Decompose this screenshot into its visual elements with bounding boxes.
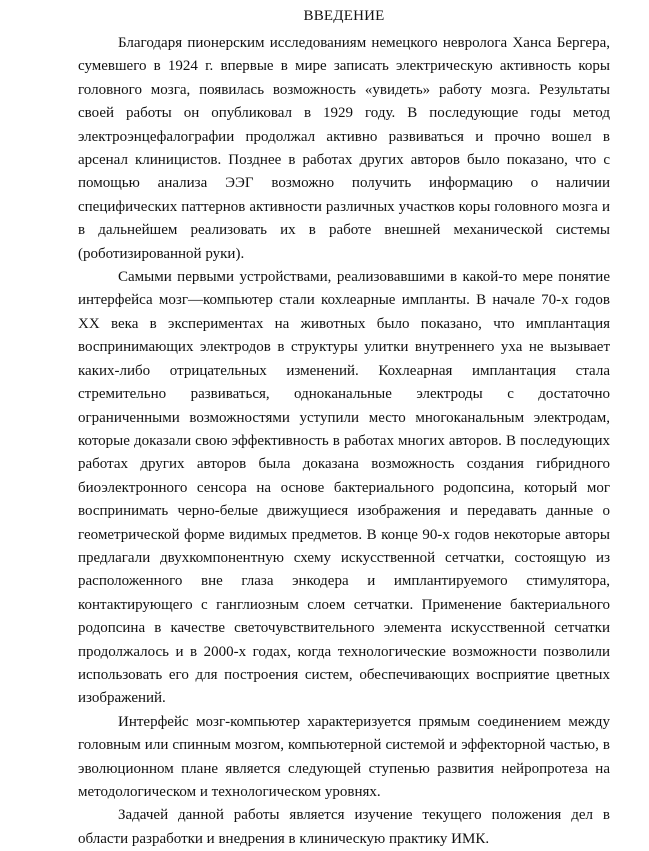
paragraph-2: Самыми первыми устройствами, реализовавшими в какой-то мере понятие интерфейса мозг—компьютер стали кохлеарные импланты. В начале 70-х годов XX века в экспериментах на животных было показано, что имплантация воспринимающих электродов в структуры улитки внутреннего уха не вызывает каких-либо отрицательных изменений. Кохлеарная имплантация стала стремительно развиваться, одноканальные электроды с достаточно ограниченными возможностями уступили место многоканальным электродам, которые доказали свою эффективность в работах многих авторов. В последующих работах других авторов была доказана возможность создания гибридного биоэлектронного сенсора на основе бактериального родопсина, который мог воспринимать черно-белые движущиеся изображения и передавать данные о геометрической форме видимых предметов. В конце 90-х годов некоторые авторы предлагали двухкомпонентную схему искусственной сетчатки, состоящую из расположенного вне глаза энкодера и имплантируемого стимулятора, контактирующего с ганглиозным слоем сетчатки. Применение бактериального родопсина в качестве светочувствительного элемента искусственной сетчатки продолжалось и в 2000-х годах, когда технологические возможности позволили использовать его для построения систем, обеспечивающих восприятие цветных изображений. [78, 269, 610, 707]
paragraph-3: Интерфейс мозг-компьютер характеризуется прямым соединением между головным или спинным мозгом, компьютерной системой и эффекторной частью, в эволюционном плане является следующей ступенью развития нейропротеза на методологическом и технологическом уровнях. [78, 713, 610, 800]
paragraph-1: Благодаря пионерским исследованиям немецкого невролога Ханса Бергера, сумевшего в 1924 г. впервые в мире записать электрическую активность коры головного мозга, появилась возможность «увидеть» работу мозга. Результаты своей работы он опубликовал в 1929 году. В последующие годы метод электроэнцефалографии продолжал активно развиваться и прочно вошел в арсенал клиницистов. Позднее в работах других авторов было показано, что с помощью анализа ЭЭГ возможно получить информацию о наличии специфических паттернов активности различных участков коры головного мозга и в дальнейшем реализовать их в работе внешней механической системы (роботизированной руки). [78, 35, 610, 262]
section-title: ВВЕДЕНИЕ [303, 8, 385, 24]
document-page [78, 0, 610, 851]
paragraph-4: Задачей данной работы является изучение текущего положения дел в области разработки и внедрения в клиническую практику ИМК. [78, 807, 610, 847]
